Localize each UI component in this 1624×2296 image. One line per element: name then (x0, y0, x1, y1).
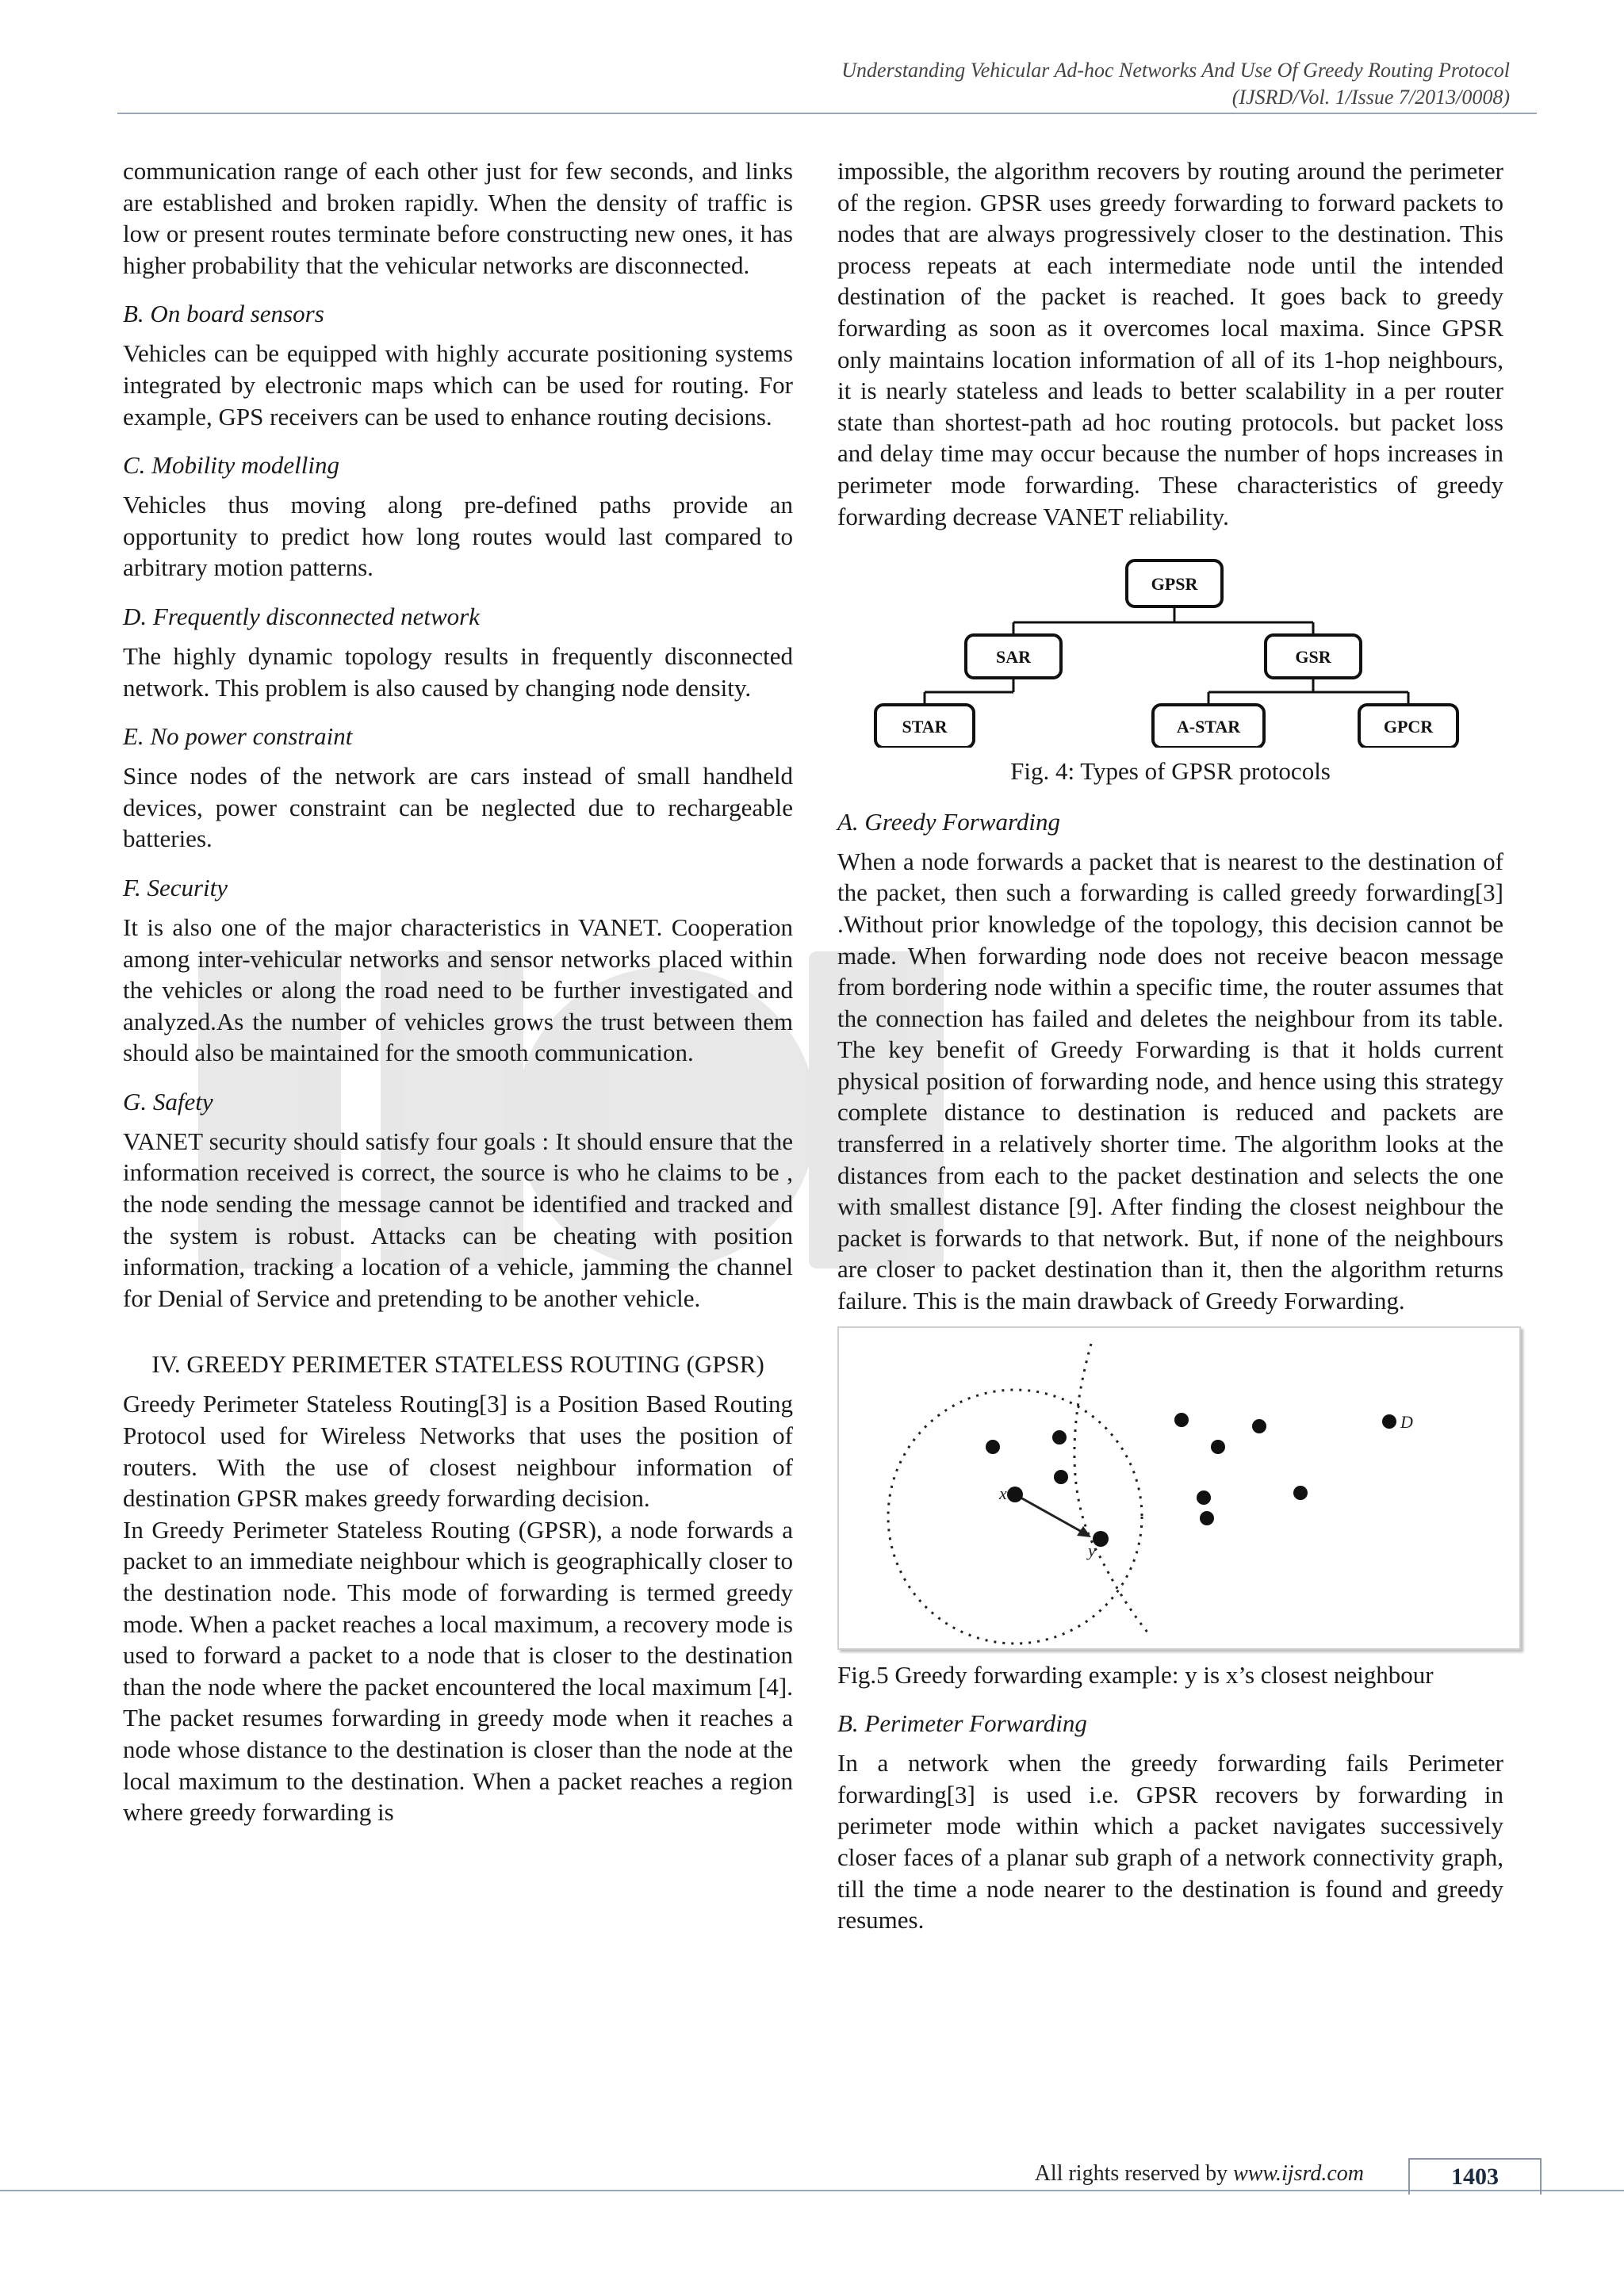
greedy-forwarding-figure (837, 1326, 1521, 1650)
tree-label-gpcr: GPCR (1383, 717, 1434, 737)
header-title: Understanding Vehicular Ad-hoc Networks And Use Of Greedy Routing Protocol (841, 59, 1510, 82)
paragraph: VANET security should satisfy four goals : It should ensure that the information received is correct, the source is who he claims to be , the node sending the message cannot be identified and tracked and the system is robust. Attacks can be cheating with position information, tracking a location of a vehicle, jamming the channel for Denial of Service and pretending to be another vehicle. (123, 1127, 793, 1312)
paragraph: impossible, the algorithm recovers by routing around the perimeter of the region. GPSR uses greedy forwarding to forward packets to nodes that are always progressively closer to the destination. This process repeats at each intermediate node until the intended destination of the packet is reached. It goes back to greedy forwarding as soon as it overcomes local maxima. Since GPSR only maintains location information of all of its 1-hop neighbours, it is nearly stateless and leads to better scalability in a per router state than shortest-path ad hoc routing protocols. but packet loss and delay time may occur because the number of hops increases in perimeter mode forwarding. These characteristics of greedy forwarding decrease VANET reliability. (837, 157, 1503, 530)
footer-divider (0, 2190, 1624, 2191)
tree-label-gpsr: GPSR (1151, 574, 1198, 595)
subsection-heading-perimeter-forwarding: B. Perimeter Forwarding (837, 1709, 1087, 1738)
gpsr-types-diagram (869, 549, 1472, 748)
subsection-heading-disconnected-network: D. Frequently disconnected network (123, 602, 480, 630)
running-header (841, 57, 1510, 111)
greedy-forwarding-graph (839, 1328, 1519, 1648)
paragraph: It is also one of the major characteristics in VANET. Cooperation among inter-vehicular networks and sensor networks placed within the vehicles or along the road need to be further investigated and analyzed.As the number of vehicles grows the trust between them should also be maintained for the smooth communication. (123, 913, 793, 1067)
header-citation: (IJSRD/Vol. 1/Issue 7/2013/0008) (1231, 86, 1510, 109)
tree-label-gsr: GSR (1295, 647, 1331, 668)
paragraph: Vehicles can be equipped with highly accurate positioning systems integrated by electronic maps which can be used for routing. For example, GPS receivers can be used to enhance routing decisions. (123, 339, 793, 430)
header-divider (117, 113, 1537, 114)
subsection-heading-on-board-sensors: B. On board sensors (123, 300, 324, 328)
figure-caption: Fig. 4: Types of GPSR protocols (1010, 757, 1331, 786)
tree-label-sar: SAR (995, 647, 1032, 668)
subsection-heading-no-power-constraint: E. No power constraint (123, 722, 353, 751)
paragraph: Vehicles thus moving along pre-defined paths provide an opportunity to predict how long routes would last compared to arbitrary motion patterns. (123, 491, 793, 582)
subsection-heading-safety: G. Safety (123, 1087, 213, 1115)
paragraph: Greedy Perimeter Stateless Routing[3] is a Position Based Routing Protocol used for Wireless Networks that uses the position of routers. With the use of closest neighbour information of destination GPSR makes greedy forwarding decision. (123, 1390, 793, 1513)
tree-label-star: STAR (902, 717, 948, 737)
graph-label-y: y (1088, 1540, 1096, 1560)
paragraph: When a node forwards a packet that is nearest to the destination of the packet, then such a forwarding is called greedy forwarding[3] .Without prior knowledge of the topology, this decision cannot be made. When forwarding node does not receive beacon message from bordering node within a specific time, the router assumes that the connection has failed and deletes the neighbour from its table. The key benefit of Greedy Forwarding is that it holds current physical position of forwarding node, and hence using this strategy complete distance to destination is reduced and packets are transferred in a relatively shorter time. The algorithm looks at the distances from each to the packet destination and selects the one with smallest distance [9]. After finding the closest neighbour the packet is forwards to that network. But, if none of the neighbours are closer to packet destination than it, then the algorithm returns failure. This is the main drawback of Greedy Forwarding. (837, 847, 1503, 1315)
paragraph: The highly dynamic topology results in frequently disconnected network. This problem is also caused by changing node density. (123, 641, 793, 702)
subsection-heading-security: F. Security (123, 873, 228, 901)
graph-label-x: x (999, 1483, 1007, 1503)
figure-caption: Fig.5 Greedy forwarding example: y is x’s closest neighbour (837, 1660, 1434, 1689)
footer-website-link[interactable]: www.ijsrd.com (1233, 2161, 1364, 2186)
subsection-heading-mobility-modelling: C. Mobility modelling (123, 451, 339, 480)
paragraph: communication range of each other just for few seconds, and links are established and broken rapidly. When the density of traffic is low or present routes terminate before constructing new ones, it has higher probability that the vehicular networks are disconnected. (123, 157, 793, 279)
tree-label-a-star: A-STAR (1176, 717, 1241, 737)
paragraph: In a network when the greedy forwarding fails Perimeter forwarding[3] is used i.e. GPSR recovers by forwarding in perimeter mode within which a packet navigates successively closer faces of a planar sub graph of a network connectivity graph, till the time a node nearer to the destination is found and greedy resumes. (837, 1749, 1503, 1934)
footer-rights (1035, 2161, 1364, 2187)
right-column (837, 155, 1503, 1936)
left-column (123, 155, 793, 1828)
page-number: 1403 (1408, 2158, 1542, 2195)
subsection-heading-greedy-forwarding: A. Greedy Forwarding (837, 807, 1060, 836)
footer-rights-text: All rights reserved by (1034, 2161, 1234, 2186)
section-heading-gpsr: IV. GREEDY PERIMETER STATELESS ROUTING (GPSR) (151, 1350, 764, 1379)
graph-label-d: D (1400, 1411, 1413, 1432)
paragraph: In Greedy Perimeter Stateless Routing (GPSR), a node forwards a packet to an immediate neighbour which is geographically closer to the destination node. This mode of forwarding is termed greedy mode. When a packet reaches a local maximum, a recovery mode is used to forward a packet to a node that is closer to the destination than the node where the packet encountered the local maximum [4]. The packet resumes forwarding in greedy mode when it reaches a node whose distance to the destination is closer than the node at the local maximum to the destination. When a packet reaches a region where greedy forwarding is (123, 1515, 793, 1827)
paragraph: Since nodes of the network are cars instead of small handheld devices, power constraint can be neglected due to rechargeable batteries. (123, 762, 793, 853)
